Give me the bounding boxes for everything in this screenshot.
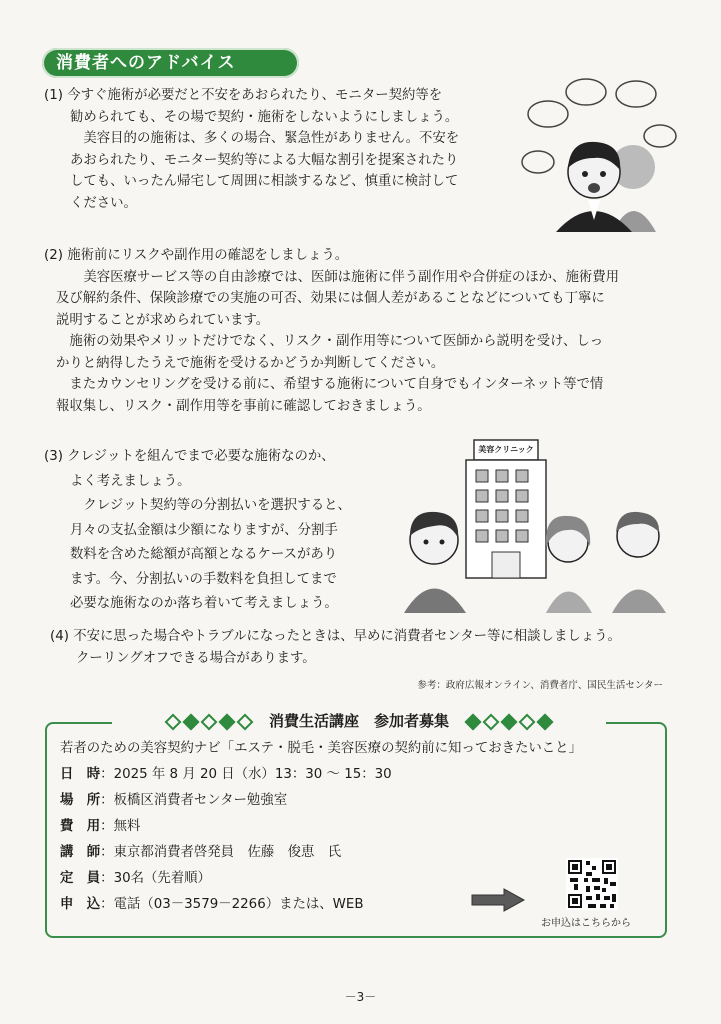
diamond-filled-icon xyxy=(182,713,199,730)
advice-1-line: 勧められても、その場で契約・施術をしないようにしましょう。 xyxy=(70,109,459,125)
reference-note: 参考：政府広報オンライン、消費者庁、国民生活センター xyxy=(417,680,663,691)
advice-2-line: またカウンセリングを受ける前に、希望する施術について自身でもインターネット等で情 xyxy=(56,377,604,392)
advice-2-line: 及び解約条件、保険診療での実施の可否、効果には個人差があることなどについても丁寧に xyxy=(56,291,605,306)
event-subtitle: 若者のための美容契約ナビ「エステ・脱毛・美容医療の契約前に知っておきたいこと」 xyxy=(60,741,582,756)
advice-3-line: ます。今、分割払いの手数料を負担してまで xyxy=(70,571,337,587)
advice-1-line: (1) 今すぐ施術が必要だと不安をあおられたり、モニター契約等を xyxy=(44,88,443,103)
diamond-filled-icon xyxy=(218,713,235,730)
event-row-datetime: 日 時：2025 年 8 月 20 日（水）13：30 ～ 15：30 xyxy=(60,767,392,782)
diamond-outline-icon xyxy=(200,713,217,730)
event-row-lecturer: 講 師：東京都消費者啓発員 佐藤 俊恵 氏 xyxy=(60,845,342,860)
qr-code[interactable] xyxy=(566,858,618,910)
advice-2-line: 美容医療サービス等の自由診療では、医師は施術に伴う副作用や合併症のほか、施術費用 xyxy=(70,269,620,285)
advice-2-line: 説明することが求められています。 xyxy=(56,312,270,328)
advice-2-line: 報収集し、リスク・副作用等を事前に確認しておきましょう。 xyxy=(56,398,431,414)
page-number: －3－ xyxy=(344,990,377,1004)
advice-3 xyxy=(44,445,351,617)
section-title xyxy=(42,48,299,78)
diamond-filled-icon xyxy=(501,713,518,730)
advice-1-line: 美容目的の施術は、多くの場合、緊急性がありません。不安を xyxy=(70,131,460,146)
advice-3-line: 月々の支払金額は少額になりますが、分割手 xyxy=(70,522,338,538)
clinic-sign: 美容クリニック xyxy=(478,445,534,454)
advice-2-line: (2) 施術前にリスクや副作用の確認をしましょう。 xyxy=(44,248,349,263)
diamond-outline-icon xyxy=(236,713,253,730)
advice-2-line: かりと納得したうえで施術を受けるかどうか判断してください。 xyxy=(56,355,445,371)
event-row-apply: 申 込：電話（03－3579－2266）または、WEB xyxy=(60,897,364,912)
advice-1-line: ください。 xyxy=(70,195,137,211)
diamond-outline-icon xyxy=(519,713,536,730)
event-row-place: 場 所：板橋区消費者センター勉強室 xyxy=(60,793,288,808)
diamond-filled-icon xyxy=(465,713,482,730)
advice-4 xyxy=(50,626,621,669)
advice-3-line: 必要な施術なのか落ち着いて考えましょう。 xyxy=(70,596,338,611)
qr-caption: お申込はこちらから xyxy=(541,918,631,929)
advice-1 xyxy=(44,85,459,214)
advice-2 xyxy=(44,245,619,417)
advice-4-line: (4) 不安に思った場合やトラブルになったときは、早めに消費者センター等に相談しましょう。 xyxy=(50,629,621,644)
advice-3-line: 数料を含めた総額が高額となるケースがあり xyxy=(70,547,338,562)
advice-1-line: しても、いったん帰宅して周囲に相談するなど、慎重に検討して xyxy=(70,174,459,189)
arrow-right-icon xyxy=(470,887,526,913)
event-row-capacity: 定 員：30名（先着順） xyxy=(60,871,211,886)
advice-4-line: クーリングオフできる場合があります。 xyxy=(76,650,316,666)
clinic-building-icon xyxy=(396,418,686,613)
anxious-person-illustration xyxy=(508,72,678,232)
advice-2-line: 施術の効果やメリットだけでなく、リスク・副作用等について医師から説明を受け、しっ xyxy=(56,334,604,349)
advice-3-line: (3) クレジットを組んでまで必要な施術なのか、 xyxy=(44,449,335,464)
diamond-outline-icon xyxy=(164,713,181,730)
advice-3-line: よく考えましょう。 xyxy=(70,473,191,489)
advice-3-line: クレジット契約等の分割払いを選択すると、 xyxy=(70,498,351,513)
advice-1-line: あおられたり、モニター契約等による大幅な割引を提案されたり xyxy=(70,152,459,168)
diamond-filled-icon xyxy=(537,713,554,730)
clinic-illustration xyxy=(396,418,686,613)
event-title-bar xyxy=(112,708,606,734)
event-title: 消費生活講座 参加者募集 xyxy=(268,712,449,730)
event-row-fee: 費 用：無料 xyxy=(60,819,141,834)
diamond-outline-icon xyxy=(483,713,500,730)
section-title-text: 消費者へのアドバイス xyxy=(56,53,236,73)
